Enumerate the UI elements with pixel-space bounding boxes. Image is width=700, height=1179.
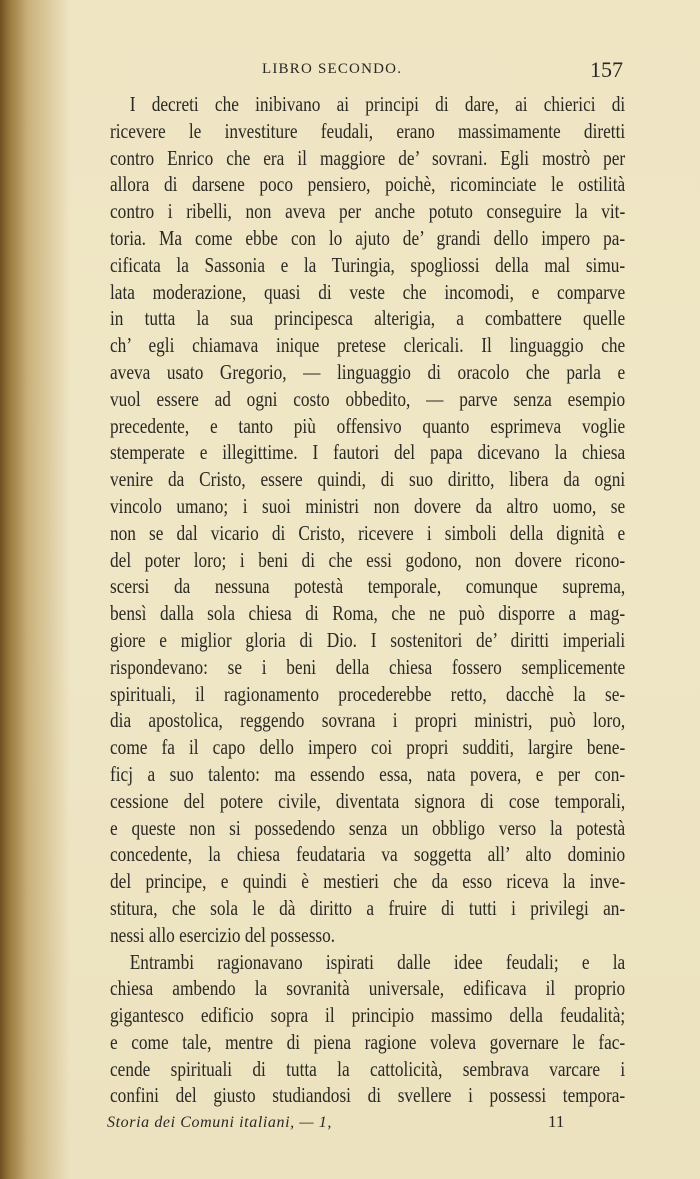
text-line: contro Enrico che era il maggiore de’ sovrani. Egli mostrò per	[110, 145, 626, 170]
binding-shadow	[0, 0, 70, 1179]
text-line: bensì dalla sola chiesa di Roma, che ne può disporre a mag-	[110, 601, 626, 626]
text-line: del poter loro; i beni di che essi godono, non dovere ricono-	[110, 547, 626, 572]
text-line: vincolo umano; i suoi ministri non dovere da altro uomo, se	[110, 493, 626, 518]
text-line: toria. Ma come ebbe con lo ajuto de’ grandi dello impero pa-	[110, 225, 626, 250]
text-line: cessione del potere civile, diventata signora di cose temporali,	[110, 788, 626, 813]
signature-title: Storia dei Comuni italiani, — 1,	[107, 1114, 332, 1131]
text-line: non se dal vicario di Cristo, ricevere i simboli della dignità e	[110, 520, 626, 545]
running-title: LIBRO SECONDO.	[262, 61, 403, 77]
text-line: e come tale, mentre di piena ragione voleva governare le fac-	[110, 1029, 626, 1054]
paragraph	[110, 949, 625, 1110]
text-line: rispondevano: se i beni della chiesa fossero semplicemente	[110, 654, 626, 679]
text-line: dia apostolica, reggendo sovrana i propri ministri, può loro,	[110, 708, 626, 733]
text-line: cende spirituali di tutta la cattolicità, sembrava varcare i	[110, 1056, 626, 1081]
text-line: ricevere le investiture feudali, erano massimamente diretti	[110, 118, 626, 143]
page-number: 157	[590, 57, 623, 82]
text-line: vuol essere ad ogni costo obbedito, — parve senza esempio	[110, 386, 626, 411]
text-line: giore e miglior gloria di Dio. I sostenitori de’ diritti imperiali	[110, 627, 626, 652]
text-line: concedente, la chiesa feudataria va soggetta all’ alto dominio	[110, 842, 626, 867]
text-line: nessi allo esercizio del possesso.	[110, 922, 336, 947]
text-line: del principe, e quindi è mestieri che da esso riceva la inve-	[110, 869, 626, 894]
body-text	[110, 91, 625, 1109]
text-line: scersi da nessuna potestà temporale, comunque suprema,	[110, 574, 626, 599]
text-line: lata moderazione, quasi di veste che incomodi, e comparve	[110, 279, 626, 304]
text-line: I decreti che inibivano ai principi di dare, ai chierici di	[129, 92, 626, 116]
text-line: come fa il capo dello impero coi propri sudditi, largire bene-	[110, 735, 626, 760]
text-line: aveva usato Gregorio, — linguaggio di oracolo che parla e	[110, 359, 626, 384]
text-line: allora di darsene poco pensiero, poichè, ricominciate le ostilità	[110, 172, 626, 197]
text-line: confini del giusto studiandosi di svellere i possessi tempora-	[110, 1083, 626, 1108]
text-line: ch’ egli chiamava inique pretese clericali. Il linguaggio che	[110, 333, 626, 358]
signature-mark: 11	[548, 1112, 565, 1131]
text-line: precedente, e tanto più offensivo quanto esprimeva voglie	[110, 413, 626, 438]
text-line: spirituali, il ragionamento procederebbe retto, dacchè la se-	[110, 681, 626, 706]
text-line: e queste non si possedendo senza un obbligo verso la potestà	[110, 815, 626, 840]
text-line: venire da Cristo, essere quindi, di suo diritto, libera da ogni	[110, 467, 626, 492]
text-line: chiesa ambendo la sovranità universale, edificava il proprio	[110, 976, 626, 1001]
text-line: stitura, che sola le dà diritto a fruire di tutti i privilegi an-	[110, 895, 626, 920]
paragraph	[110, 91, 625, 949]
text-line: Entrambi ragionavano ispirati dalle idee feudali; e la	[129, 949, 626, 974]
text-line: contro i ribelli, non aveva per anche potuto conseguire la vit-	[110, 199, 626, 224]
text-line: gigantesco edificio sopra il principio massimo della feudalità;	[110, 1003, 626, 1028]
text-line: cificata la Sassonia e la Turingia, spogliossi della mal simu-	[110, 252, 626, 277]
text-line: ficj a suo talento: ma essendo essa, nata povera, e per con-	[110, 761, 626, 786]
text-line: stemperate e illegittime. I fautori del papa dicevano la chiesa	[110, 440, 626, 465]
text-line: in tutta la sua principesca alterigia, a combattere quelle	[110, 306, 626, 331]
